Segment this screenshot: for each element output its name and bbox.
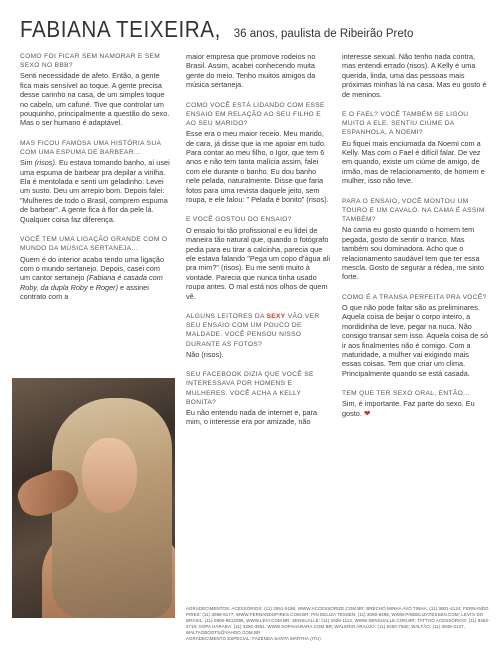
credits-text: AGRADECIMENTOS: ACESSÓRIOS: (11) 3061-5196, WWW.ACCESSORIZE.COM.BR; BRECHÓ MINHA AVÓ TINHA: (11) 3801-4124; FERNANDO PIRES: (11) 3088-8177, WWW.FERNANDOPIRES.COM.BR; PIN DELIZA TESSEN: (11) 3060-8496, WWW.PINDELIZATESSEN.COM; LEVI'S DO BRASIL: (11) 0800-8512095, WWW.LEVI.COM.BR; SENSUALLE: (11) 2528-1112, WWW.SENSUALLE.COM.BR; TATTOO ACESSÓRIOS: (11) 8463-2710; SOPA HARARA: (11) 3250-3561, WWW.SOPAHARARA.COM.BR; WALERIO ARAÚJO: (11) 8250-7660; WALTÃO: (11) 3849-3137, WALTAOBOOTS@YAHOO.COM.BR — [186, 606, 490, 635]
answer: Quem é do interior acaba tendo uma ligação com o mundo sertanejo. Depois, casei com um cantor sertanejo (Fabiana é casada com Roby, da dupla Roby e Roger) e assinei contrato com a — [20, 254, 164, 302]
answer: Sim (risos). Eu estava tomando banho, aí usei uma espuma de barbear pra depilar a virilha. Ela é mentolada e senti um geladinho. Levei um susto. Deu um arrepio bom. Depois falei: "Mulheres de todo o Brasil, comprem espuma de barbear". A gente fica à flor da pele lá. Qualquer coisa faz diferença. — [20, 158, 170, 224]
model-subtitle: 36 anos, paulista de Ribeirão Preto — [233, 28, 414, 40]
model-photo — [12, 378, 175, 618]
magazine-name: SEXY — [266, 312, 286, 320]
question: TEM QUE TER SEXO ORAL, ENTÃO... — [342, 390, 470, 398]
answer: O ensaio foi tão profissional e eu lidei de maneira tão natural que, quando o fotógrafo pedia para eu tirar a calcinha, parecia que ele estava falando "Pega um copo d'água ali pra mim?" (risos). Eu me senti muito à vontade. Parecia que nunca tinha usado roupa antes. O mal está nos olhos de quem vê. — [186, 225, 330, 301]
question: MAS FICOU FAMOSA UMA HISTÓRIA SUA COM UMA ESPUMA DE BARBEAR... — [20, 139, 161, 157]
model-name: FABIANA TEIXEIRA, — [20, 16, 221, 42]
question: E O FAEL? VOCÊ TAMBÉM SE LIGOU MUITO A ELE. SENTIU CIÚME DA ESPANHOLA, A NOEMI? — [342, 111, 469, 137]
answer: Eu fiquei mais enciumada da Noemi com a Kelly. Mas com o Fael é difícil falar. De vez em quando, existe um ciúme de amigo, de irmão, mas de relacionamento, de homem e mulher, isso não teve. — [342, 138, 485, 186]
answer: interesse sexual. Não tenho nada contra, mas entendi errado (risos). A Kelly é uma querida, linda, uma das pessoas mais próximas minhas lá na casa. Mas eu gosto é de meninos. — [342, 52, 487, 99]
text-column-3 — [342, 52, 490, 429]
answer: O que não pode faltar são as preliminares. Aquela coisa de beijar o corpo inteiro, a mordidinha de leve, pegar na nuca. Não consigo transar sem isso. Aquela coisa de só ir aos finalmentes não é comigo. Com a maturidade, a mulher vai exigindo mais essas coisas. Tem que criar um clima. Principalmente quando se está casada. — [342, 302, 489, 378]
answer: Sim, é importante. Faz parte do sexo. Eu gosto. ❤ — [342, 399, 475, 418]
answer: Não (risos). — [186, 349, 224, 359]
question: PARA O ENSAIO, VOCÊ MONTOU UM TOURO E UM CAVALO. NA CAMA É ASSIM TAMBÉM? — [342, 197, 485, 224]
answer: maior empresa que promove rodeios no Brasil. Assim, acabei conhecendo muita gente do meio. Tenho muitos amigos da música sertaneja. — [186, 52, 316, 90]
photo-credits — [186, 606, 494, 642]
question: COMO FOI FICAR SEM NAMORAR E SEM SEXO NO BBB? — [20, 53, 161, 70]
question: VOCÊ TEM UMA LIGAÇÃO GRANDE COM O MUNDO DA MÚSICA SERTANEJA... — [20, 236, 168, 253]
text-column-2 — [186, 52, 332, 438]
answer: Eu não entendo nada de internet e, para mim, o interesse era por amizade, não — [186, 407, 318, 427]
question: ALGUNS LEITORES DA SEXY VÃO VER SEU ENSAIO COM UM POUCO DE MALDADE. VOCÊ PENSOU NISSO DURANTE AS FOTOS? — [186, 312, 320, 348]
article-headline — [20, 16, 490, 43]
question: E VOCÊ GOSTOU DO ENSAIO? — [186, 216, 292, 224]
answer: Esse era o meu maior receio. Meu marido, de cara, já disse que ia me apoiar em tudo. Para contar ao meu filho, o Igor, que tem 6 anos e não tem tanta malícia assim, falei com ele durante o banho. Eu dou banho nele pelada, naturalmente. Disse que faria fotos para uma revista daquele jeito, sem roupa, e ele falou: " Pelada é bonito" (risos). — [186, 129, 329, 205]
heart-icon: ❤ — [363, 408, 371, 418]
text-column-1 — [20, 52, 170, 313]
special-thanks: AGRADECIMENTO ESPECIAL: FAZENDA SANTA MARTHA (ITU) — [186, 636, 321, 641]
answer: Na cama eu gosto quando o homem tem pegada, gosto de sentir o tranco. Mas também sou dominadora. Acho que o relacionamento saudável tem que ter essa mescla. Gosto de segurar a rédea, me sinto forte. — [342, 225, 484, 282]
question: COMO VOCÊ ESTÁ LIDANDO COM ESSE ENSAIO EM RELAÇÃO AO SEU FILHO E AO SEU MARIDO? — [186, 101, 325, 128]
answer: Senti necessidade de afeto. Então, a gente fica mais sensível ao toque. A gente precisa desse carinho na casa, de um simples toque no cabelo, um cafuné. Tive que controlar um pouquinho, principalmente a questão do sexo. Mas o ser humano é adaptável. — [20, 71, 170, 128]
question: COMO É A TRANSA PERFEITA PRA VOCÊ? — [342, 293, 487, 301]
question: SEU FACEBOOK DIZIA QUE VOCÊ SE INTERESSAVA POR HOMENS E MULHERES. VOCÊ ACHA A KELLY BONITA? — [186, 371, 314, 406]
